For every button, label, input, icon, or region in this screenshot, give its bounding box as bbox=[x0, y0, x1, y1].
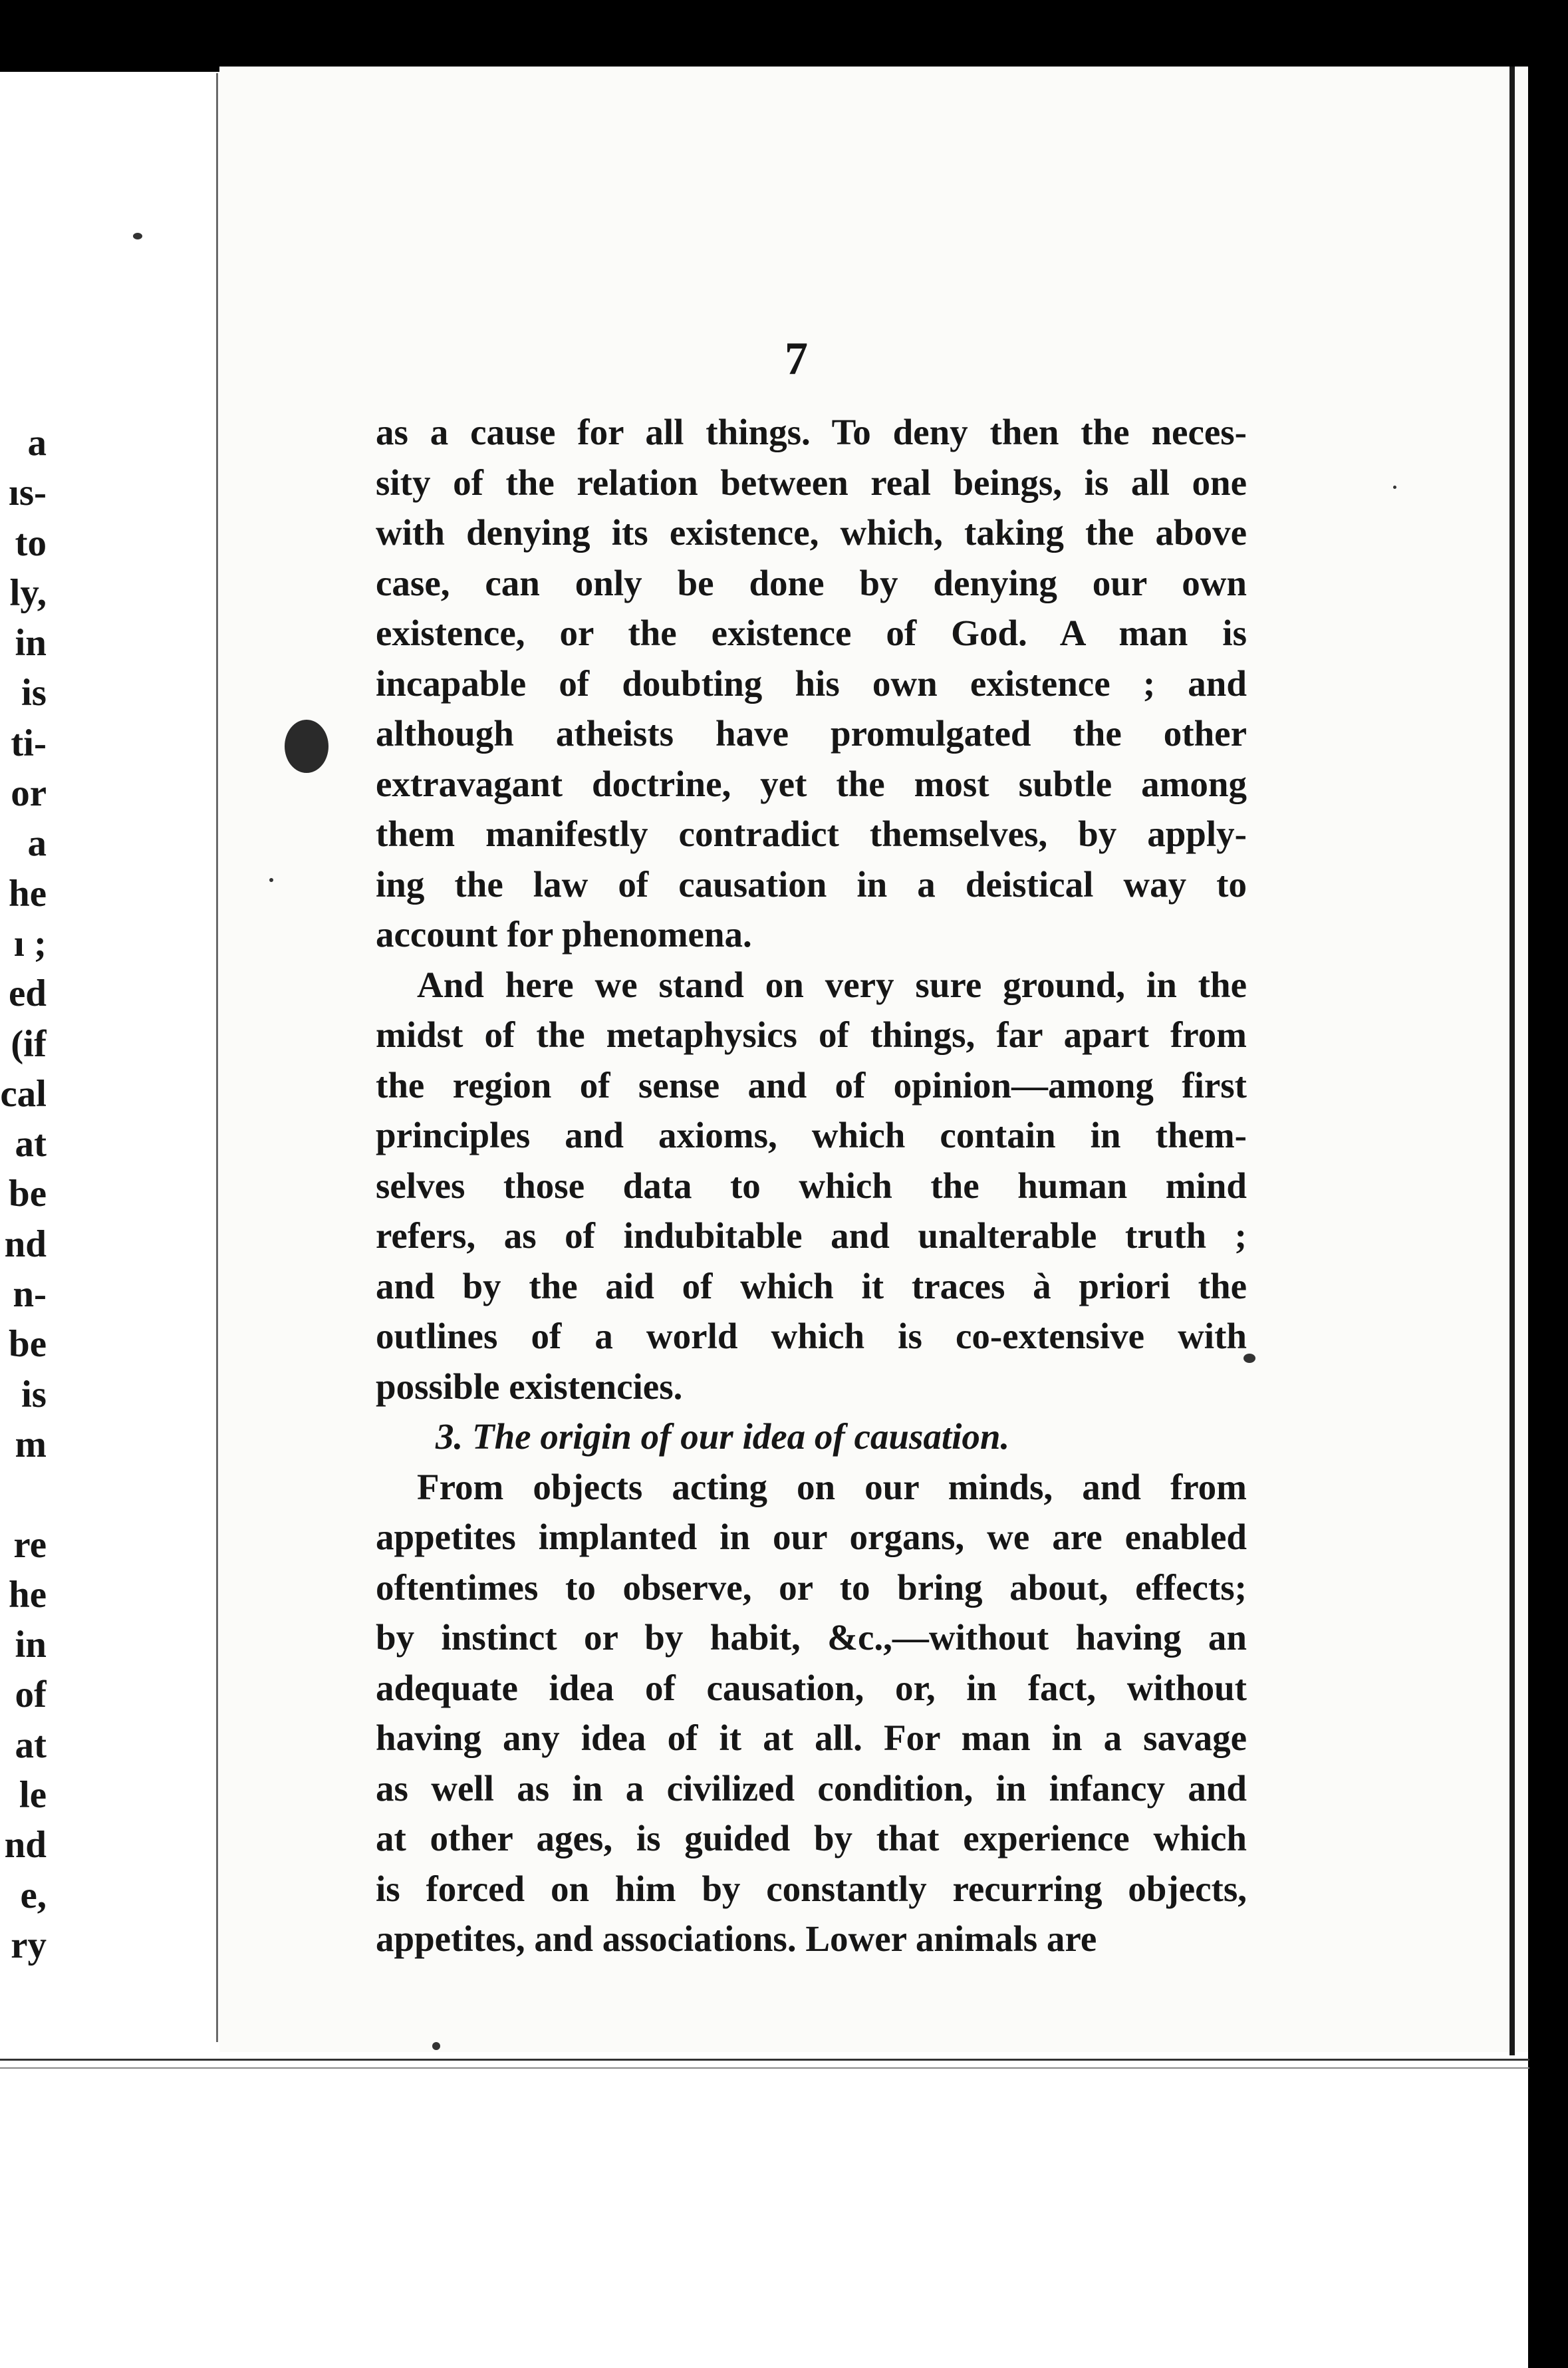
text-line: From objects acting on our minds, and from bbox=[417, 1466, 1247, 1507]
text-line: and by the aid of which it traces à priori the bbox=[376, 1265, 1247, 1306]
left-fragment-line: ly, bbox=[9, 571, 47, 614]
left-fragment-line: ı ; bbox=[13, 922, 47, 964]
text-line: as well as in a civilized condition, in infancy and bbox=[376, 1767, 1247, 1809]
text-line: ing the law of causation in a deistical way to bbox=[376, 863, 1247, 905]
ink-blot bbox=[285, 720, 328, 773]
left-fragment-line: ry bbox=[11, 1924, 47, 1966]
left-fragment-line: m bbox=[15, 1423, 47, 1465]
text-line: by instinct or by habit, &c.,—without having an bbox=[376, 1617, 1247, 1658]
text-line: extravagant doctrine, yet the most subtle among bbox=[376, 763, 1247, 804]
left-fragment-line: at bbox=[15, 1723, 47, 1766]
text-line: principles and axioms, which contain in them- bbox=[376, 1115, 1247, 1155]
left-fragment-line: cal bbox=[0, 1072, 47, 1115]
ink-speck bbox=[269, 878, 273, 882]
text-line: appetites implanted in our organs, we are enabled bbox=[376, 1517, 1247, 1557]
left-fragment-line: le bbox=[19, 1774, 47, 1817]
text-line: oftentimes to observe, or to bring about, effects; bbox=[376, 1566, 1247, 1608]
text-line: midst of the metaphysics of things, far apart from bbox=[376, 1014, 1247, 1055]
text-line: them manifestly contradict themselves, by apply- bbox=[376, 814, 1247, 854]
page-edge-right bbox=[1509, 67, 1515, 2055]
left-fragment-line: ti- bbox=[11, 722, 47, 764]
ink-speck bbox=[432, 2042, 440, 2050]
page-number: 7 bbox=[785, 333, 808, 384]
left-fragment-line: n- bbox=[13, 1273, 47, 1316]
left-fragment-line: he bbox=[9, 1573, 47, 1616]
text-line: outlines of a world which is co-extensive with bbox=[376, 1316, 1247, 1356]
text-line: possible existencies. bbox=[376, 1366, 683, 1407]
ink-speck bbox=[1393, 486, 1396, 489]
text-line: sity of the relation between real beings, is all one bbox=[376, 462, 1247, 503]
text-line: adequate idea of causation, or, in fact, without bbox=[376, 1667, 1247, 1708]
left-fragment-line: he bbox=[9, 872, 47, 915]
left-fragment-line bbox=[0, 1469, 47, 1519]
text-line: at other ages, is guided by that experience which bbox=[376, 1818, 1247, 1858]
text-line: And here we stand on very sure ground, in the bbox=[417, 964, 1247, 1005]
left-fragment-line: be bbox=[9, 1173, 47, 1215]
section-heading: 3. The origin of our idea of causation. bbox=[436, 1416, 1010, 1457]
left-fragment-line: nd bbox=[4, 1824, 47, 1866]
left-fragment-line: a bbox=[27, 422, 47, 464]
scan-bottom-rule bbox=[0, 2059, 1529, 2061]
text-line: existence, or the existence of God. A man is bbox=[376, 613, 1247, 653]
paragraph-3 bbox=[376, 1462, 1247, 1964]
text-line: with denying its existence, which, taking the above bbox=[376, 512, 1247, 553]
left-fragment-line: in bbox=[15, 1624, 47, 1666]
left-fragment-line: a bbox=[27, 822, 47, 865]
page-fold-line bbox=[216, 73, 218, 2042]
left-fragment-line: nd bbox=[4, 1223, 47, 1265]
left-fragment-line: is bbox=[21, 1373, 47, 1415]
text-line: the region of sense and of opinion—among first bbox=[376, 1064, 1247, 1106]
text-line: is forced on him by constantly recurring objects, bbox=[376, 1868, 1247, 1909]
text-line: as a cause for all things. To deny then the neces- bbox=[376, 412, 1247, 452]
left-fragment-line: (if bbox=[11, 1022, 47, 1065]
ink-speck bbox=[133, 233, 142, 239]
left-fragment-line: is bbox=[21, 672, 47, 714]
left-page-fragments bbox=[0, 418, 47, 1970]
paragraph-2 bbox=[376, 960, 1247, 1412]
scan-border-right bbox=[1528, 0, 1568, 2368]
page-body bbox=[376, 407, 1247, 1964]
text-line: account for phenomena. bbox=[376, 914, 752, 955]
left-fragment-line: be bbox=[9, 1323, 47, 1366]
left-fragment-line: ıs- bbox=[9, 472, 47, 514]
left-fragment-line: of bbox=[15, 1674, 47, 1716]
scan-bottom-rule-secondary bbox=[0, 2067, 1529, 2069]
left-fragment-line: to bbox=[15, 521, 47, 564]
paragraph-1 bbox=[376, 407, 1247, 960]
left-fragment-line: re bbox=[13, 1523, 47, 1566]
left-fragment-line: or bbox=[11, 772, 47, 815]
left-fragment-line: in bbox=[15, 622, 47, 665]
left-fragment-line: at bbox=[15, 1123, 47, 1165]
text-line: selves those data to which the human mind bbox=[376, 1165, 1247, 1206]
text-line: refers, as of indubitable and unalterable truth ; bbox=[376, 1215, 1247, 1256]
left-fragment-line: e, bbox=[20, 1874, 47, 1916]
left-fragment-line: ed bbox=[9, 972, 47, 1015]
scan-border-top bbox=[0, 0, 1568, 72]
text-line: appetites, and associations. Lower animals are bbox=[376, 1918, 1097, 1959]
text-line: incapable of doubting his own existence ; and bbox=[376, 663, 1247, 704]
text-line: although atheists have promulgated the other bbox=[376, 713, 1247, 754]
text-line: having any idea of it at all. For man in a savage bbox=[376, 1717, 1247, 1758]
text-line: case, can only be done by denying our own bbox=[376, 562, 1247, 603]
